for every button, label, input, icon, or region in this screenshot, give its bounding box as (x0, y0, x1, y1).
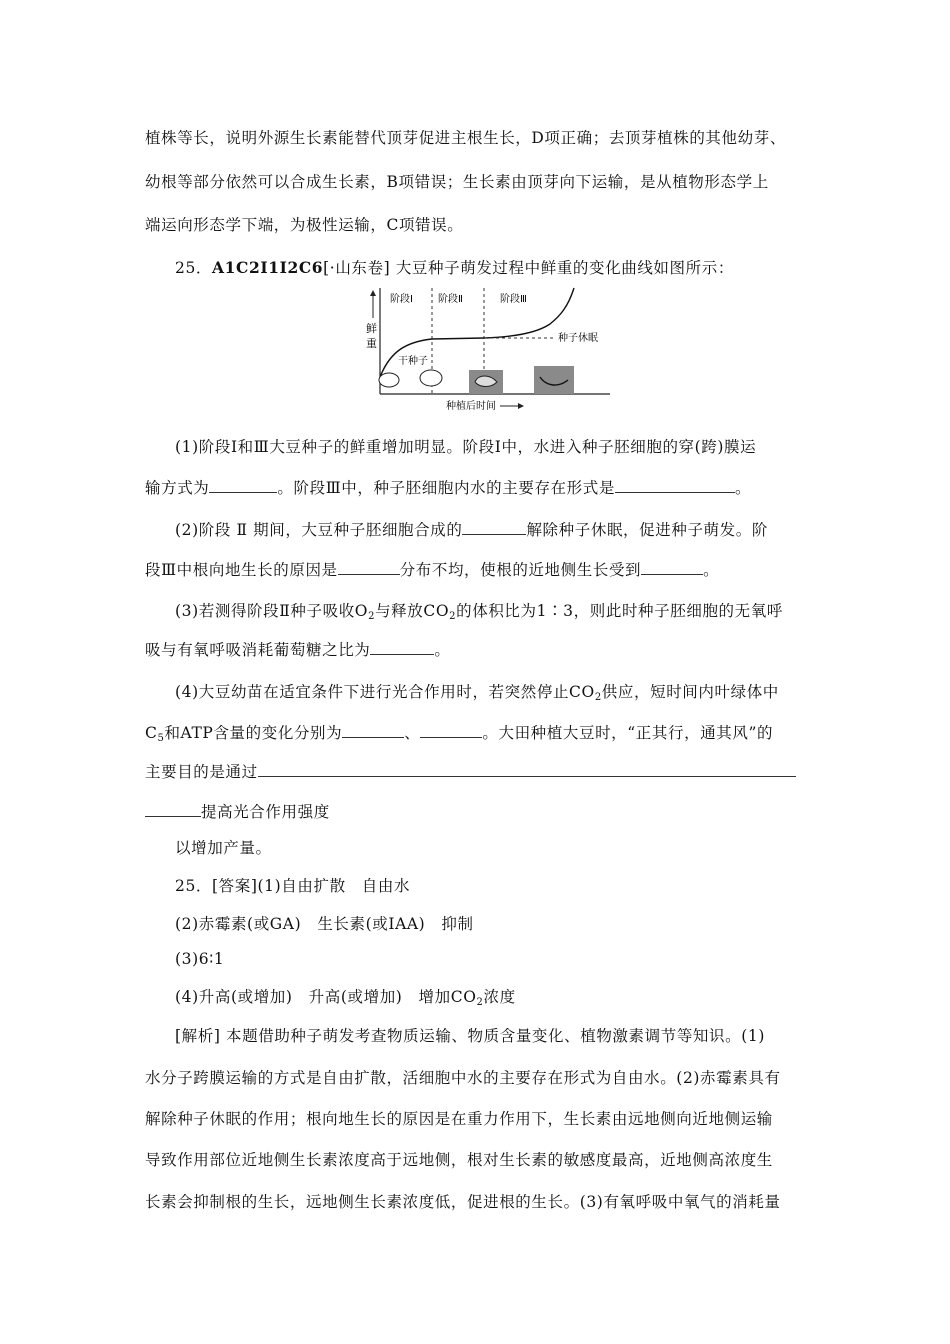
q4-text: 和ATP含量的变化分别为 (164, 724, 343, 742)
answer-line (175, 985, 516, 1008)
subscript: 2 (476, 997, 484, 1008)
answer-line: (2)赤霉素(或GA) 生长素(或IAA) 抑制 (175, 915, 474, 933)
q3-text: (3)若测得阶段Ⅱ种子吸收O (175, 602, 369, 620)
x-arrowhead-icon (518, 403, 524, 409)
analysis-line: 长素会抑制根的生长，远地侧生长素浓度低，促进根的生长。(3)有氧呼吸中氧气的消耗量 (145, 1193, 781, 1211)
q1-line-a: (1)阶段Ⅰ和Ⅲ大豆种子的鲜重增加明显。阶段Ⅰ中，水进入种子胚细胞的穿(跨)膜运 (175, 438, 757, 456)
q4-text: (4)大豆幼苗在适宜条件下进行光合作用时，若突然停止CO (175, 683, 595, 701)
analysis-line: 导致作用部位近地侧生长素浓度高于远地侧，根对生长素的敏感度最高，近地侧高浓度生 (145, 1151, 773, 1169)
q4-line-c (145, 760, 796, 782)
q2-text: 段Ⅲ中根向地生长的原因是 (145, 561, 338, 579)
q4-text: 提高光合作用强度 (201, 803, 330, 821)
answer-blank[interactable] (615, 477, 735, 493)
dry-seed-label: 干种子 (398, 356, 428, 367)
answer-blank[interactable] (209, 477, 277, 493)
q2-line-a (175, 518, 768, 540)
subscript: 2 (594, 692, 602, 703)
q4-text: 。大田种植大豆时，“正其行，通其风”的 (482, 724, 774, 742)
answer-text: 浓度 (483, 988, 516, 1006)
q1-text: 。 (734, 479, 752, 497)
q3-line-a (175, 599, 783, 622)
y-label-2: 重 (366, 337, 377, 350)
subscript: 2 (368, 611, 376, 622)
q3-text: 吸与有氧呼吸消耗葡萄糖之比为 (145, 641, 371, 659)
q4-text: 主要目的是通过 (145, 763, 258, 781)
seed-icon (420, 370, 442, 386)
seed-icon (379, 373, 399, 387)
dormancy-label: 种子休眠 (558, 333, 598, 344)
analysis-line: 解除种子休眠的作用；根向地生长的原因是在重力作用下，生长素由远地侧向近地侧运输 (145, 1110, 773, 1128)
fresh-weight-curve-figure (360, 282, 615, 418)
q1-text: 输方式为 (145, 479, 210, 497)
answer-blank[interactable] (342, 722, 404, 738)
q4-line-d (145, 800, 330, 822)
q4-line-e: 以增加产量。 (175, 839, 272, 857)
stage3-label: 阶段Ⅲ (500, 294, 527, 305)
y-label-1: 鲜 (366, 322, 377, 335)
q2-text: 解除种子休眠，促进种子萌发。阶 (526, 521, 768, 539)
q2-line-b (145, 558, 719, 580)
analysis-line: 水分子跨膜运输的方式是自由扩散，活细胞中水的主要存在形式为自由水。(2)赤霉素具有 (145, 1069, 781, 1087)
answer-line: 25．[答案](1)自由扩散 自由水 (175, 877, 411, 895)
q3-line-b (145, 638, 451, 660)
answer-blank[interactable] (338, 559, 400, 575)
knowledge-code: A1C2I1I2C6 (212, 258, 324, 277)
answer-blank[interactable] (258, 761, 796, 777)
stage1-label: 阶段Ⅰ (390, 294, 413, 305)
q3-text: 。 (434, 641, 451, 659)
answer-text: (4)升高(或增加) 升高(或增加) 增加CO (175, 988, 477, 1006)
subscript: 5 (157, 733, 165, 744)
stage2-label: 阶段Ⅱ (438, 294, 463, 305)
answer-blank[interactable] (641, 559, 703, 575)
answer-blank[interactable] (145, 801, 201, 817)
q2-text: 分布不均，使根的近地侧生长受到 (399, 561, 642, 579)
answer-line: (3)6∶1 (175, 950, 225, 968)
paragraph-line: 幼根等部分依然可以合成生长素，B项错误；生长素由顶芽向下运输，是从植物形态学上 (145, 173, 769, 191)
paragraph-line: 植株等长，说明外源生长素能替代顶芽促进主根生长，D项正确；去顶芽植株的其他幼芽、 (145, 129, 786, 147)
subscript: 2 (449, 611, 457, 622)
q2-text: 。 (703, 561, 720, 579)
q3-text: 的体积比为1∶3，则此时种子胚细胞的无氧呼 (456, 602, 783, 620)
question-number: 25． (175, 259, 213, 277)
answer-blank[interactable] (420, 722, 482, 738)
answer-blank[interactable] (370, 639, 434, 655)
question-text: 大豆种子萌发过程中鲜重的变化曲线如图所示： (395, 259, 734, 277)
question-source: [·山东卷] (323, 259, 391, 277)
q1-line-b (145, 476, 751, 498)
q4-line-a (175, 680, 779, 703)
answer-blank[interactable] (462, 519, 526, 535)
q1-text: 。阶段Ⅲ中，种子胚细胞内水的主要存在形式是 (277, 479, 615, 497)
q4-text: 、 (404, 724, 421, 742)
q2-text: (2)阶段 Ⅱ 期间，大豆种子胚细胞合成的 (175, 521, 463, 539)
question-stem (175, 256, 734, 278)
q4-line-b (145, 721, 773, 744)
q4-text: 供应，短时间内叶绿体中 (601, 683, 779, 701)
q4-text: C (145, 724, 158, 742)
paragraph-line: 端运向形态学下端，为极性运输，C项错误。 (145, 216, 464, 234)
q3-text: 与释放CO (375, 602, 450, 620)
y-arrowhead-icon (370, 290, 376, 296)
analysis-line: [解析] 本题借助种子萌发考查物质运输、物质含量变化、植物激素调节等知识。(1) (175, 1027, 765, 1045)
x-axis-label: 种植后时间 (446, 401, 496, 412)
